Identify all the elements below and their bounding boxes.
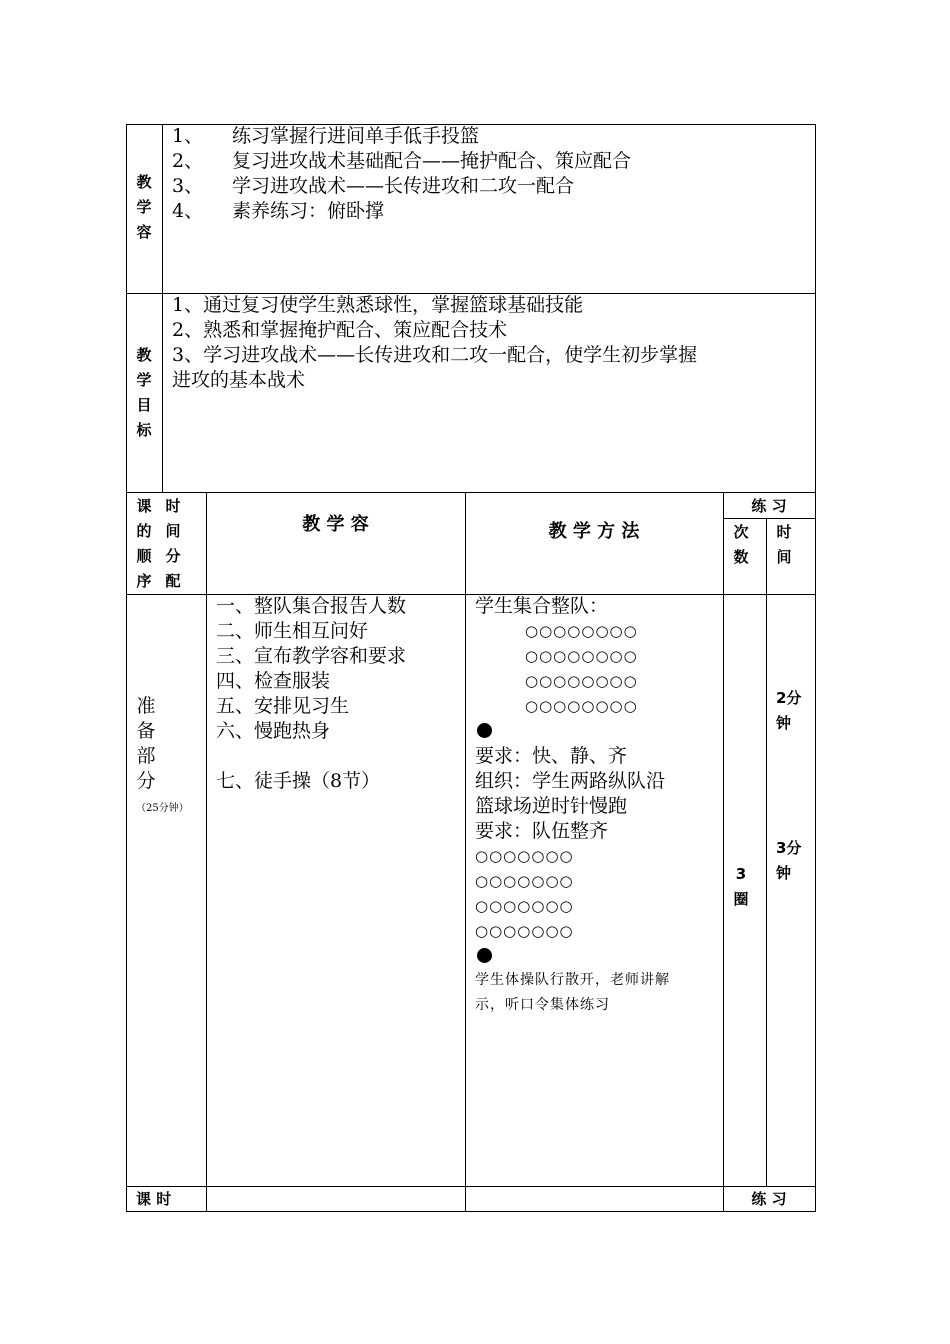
formation-row-6: ○○○○○○○ (475, 872, 574, 890)
table-border-left (126, 124, 127, 1212)
prep-content-item-7: 七、徒手操（8节） (216, 770, 381, 792)
prep-time-value-1: 2分钟 (776, 689, 802, 732)
teacher-marker-2 (477, 948, 492, 963)
content-item-3-text: 学习进攻战术——长传进攻和二攻一配合 (232, 175, 575, 197)
top-label-divider (162, 124, 163, 493)
col-divider-practice (723, 492, 724, 1212)
prep-method-line-15: 示，听口令集体练习 (475, 997, 610, 1013)
footer-practice-label: 练 习 (751, 1190, 787, 1208)
header-order-col2: 时间分配 (165, 497, 181, 590)
prep-method-line-1: 学生集合整队： (475, 595, 609, 617)
formation-row-7: ○○○○○○○ (475, 897, 574, 915)
formation-row-3: ○○○○○○○○ (525, 672, 638, 690)
row-divider-2 (126, 492, 816, 493)
prep-content-item-3: 三、宣布教学容和要求 (216, 645, 407, 667)
formation-row-5: ○○○○○○○ (475, 847, 574, 865)
footer-order-label: 课 时 (136, 1190, 172, 1208)
formation-row-1: ○○○○○○○○ (525, 622, 638, 640)
goal-line-2: 2、熟悉和掌握掩护配合、策应配合技术 (172, 319, 508, 341)
prep-time-value-2: 3分钟 (776, 839, 802, 882)
col-divider-order (206, 492, 207, 1212)
content-item-1-text: 练习掌握行进间单手低手投篮 (232, 125, 480, 147)
formation-row-4: ○○○○○○○○ (525, 697, 638, 715)
header-time-label: 时间 (776, 523, 792, 566)
prep-method-line-7: 组织：学生两路纵队沿 (475, 770, 666, 792)
content-section-label: 教学容 (136, 173, 152, 241)
teacher-marker-1 (477, 723, 492, 738)
content-item-3-num: 3、 (172, 175, 204, 197)
content-item-4-text: 素养练习：俯卧撑 (232, 200, 385, 222)
table-border-right (815, 124, 816, 1212)
header-order-col1: 课的顺序 (136, 497, 152, 590)
col-divider-time (766, 518, 767, 1187)
table-border-bottom (126, 1211, 816, 1212)
prep-content-item-4: 四、检查服装 (216, 670, 331, 692)
prep-content-item-1: 一、整队集合报告人数 (216, 595, 407, 617)
prep-content-item-2: 二、师生相互问好 (216, 620, 369, 642)
header-practice-label: 练 习 (751, 497, 787, 515)
prep-section-label: 准备部分 (136, 695, 156, 792)
prep-count-value: 3圈 (733, 865, 749, 908)
prep-method-line-6: 要求：快、静、齐 (475, 745, 628, 767)
content-item-2-text: 复习进攻战术基础配合——掩护配合、策应配合 (232, 150, 632, 172)
row-divider-4 (126, 1186, 816, 1187)
prep-method-line-9: 要求：队伍整齐 (475, 820, 609, 842)
prep-method-line-14: 学生体操队行散开，老师讲解 (475, 972, 670, 988)
formation-row-8: ○○○○○○○ (475, 922, 574, 940)
header-count-label: 次数 (733, 523, 749, 566)
header-method-label: 教 学 方 法 (548, 521, 640, 542)
formation-row-2: ○○○○○○○○ (525, 647, 638, 665)
prep-content-item-6: 六、慢跑热身 (216, 720, 331, 742)
prep-content-item-5: 五、安排见习生 (216, 695, 350, 717)
content-item-1-num: 1、 (172, 125, 204, 147)
prep-method-line-8: 篮球场逆时针慢跑 (475, 795, 628, 817)
prep-duration: （25分钟） (136, 803, 189, 814)
goal-line-4: 进攻的基本战术 (172, 369, 306, 391)
content-item-2-num: 2、 (172, 150, 204, 172)
goal-line-1: 1、通过复习使学生熟悉球性，掌握篮球基础技能 (172, 294, 584, 316)
goal-section-label: 教学目标 (136, 346, 152, 439)
goal-line-3: 3、学习进攻战术——长传进攻和二攻一配合，使学生初步掌握 (172, 344, 698, 366)
col-divider-method (465, 492, 466, 1212)
content-item-4-num: 4、 (172, 200, 204, 222)
header-content-label: 教 学 容 (302, 514, 369, 535)
